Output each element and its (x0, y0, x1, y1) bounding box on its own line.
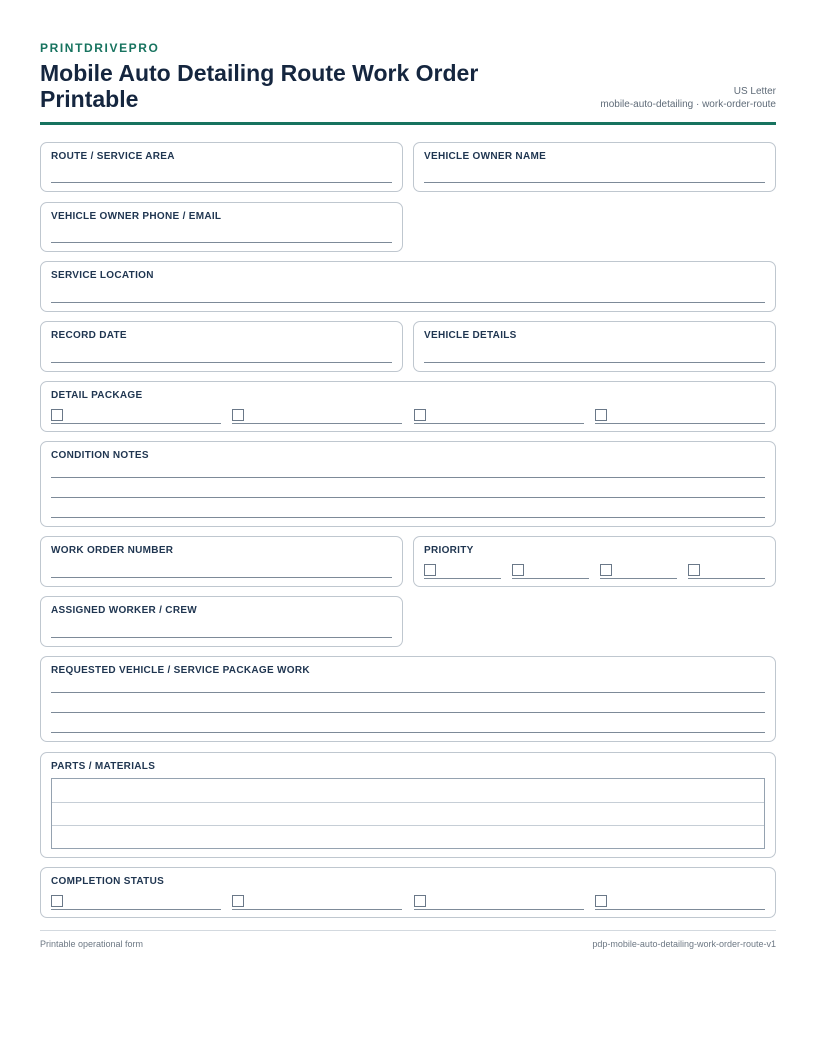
table-row-divider (52, 802, 764, 803)
checkbox[interactable] (414, 409, 426, 421)
work-order-number-label: WORK ORDER NUMBER (51, 545, 174, 556)
footer-note: Printable operational form (40, 939, 144, 949)
checkbox[interactable] (232, 409, 244, 421)
requested-work-field[interactable] (40, 656, 776, 742)
requested-work-label: REQUESTED VEHICLE / SERVICE PACKAGE WORK (51, 665, 310, 676)
detail-package-option-4[interactable] (595, 408, 765, 424)
work-order-number-field[interactable] (40, 536, 403, 587)
completion-status-label: COMPLETION STATUS (51, 876, 165, 887)
checkbox[interactable] (424, 564, 436, 576)
completion-status-option-3[interactable] (414, 894, 584, 910)
detail-package-field (40, 381, 776, 432)
record-date-line[interactable] (51, 362, 392, 363)
document-meta (600, 85, 776, 111)
detail-package-option-3[interactable] (414, 408, 584, 424)
route-service-area-field[interactable] (40, 142, 403, 192)
table-row-divider (52, 825, 764, 826)
vehicle-owner-contact-label: VEHICLE OWNER PHONE / EMAIL (51, 211, 222, 222)
service-location-field[interactable] (40, 261, 776, 312)
vehicle-details-label: VEHICLE DETAILS (424, 330, 517, 341)
record-date-label: RECORD DATE (51, 330, 127, 341)
condition-notes-line-3[interactable] (51, 517, 765, 518)
requested-work-line-1[interactable] (51, 692, 765, 693)
priority-option-1[interactable] (424, 563, 501, 579)
route-service-area-label: ROUTE / SERVICE AREA (51, 151, 175, 162)
parts-materials-label: PARTS / MATERIALS (51, 761, 156, 772)
priority-option-3[interactable] (600, 563, 677, 579)
footer-form-id: pdp-mobile-auto-detailing-work-order-route-v1 (592, 939, 776, 949)
vehicle-owner-contact-field[interactable] (40, 202, 403, 252)
vehicle-owner-name-label: VEHICLE OWNER NAME (424, 151, 547, 162)
detail-package-option-2[interactable] (232, 408, 402, 424)
parts-materials-table[interactable] (51, 778, 765, 849)
footer-rule (40, 930, 776, 931)
service-location-line[interactable] (51, 302, 765, 303)
completion-status-option-2[interactable] (232, 894, 402, 910)
checkbox[interactable] (414, 895, 426, 907)
condition-notes-field[interactable] (40, 441, 776, 527)
priority-field (413, 536, 776, 587)
record-date-field[interactable] (40, 321, 403, 372)
document-slug: mobile-auto-detailing · work-order-route (600, 99, 776, 110)
vehicle-owner-name-line[interactable] (424, 182, 765, 183)
page-title: Mobile Auto Detailing Route Work Order Printable (40, 60, 479, 112)
requested-work-line-2[interactable] (51, 712, 765, 713)
parts-materials-field (40, 752, 776, 858)
service-location-label: SERVICE LOCATION (51, 270, 154, 281)
condition-notes-line-2[interactable] (51, 497, 765, 498)
checkbox[interactable] (595, 895, 607, 907)
route-service-area-line[interactable] (51, 182, 392, 183)
detail-package-label: DETAIL PACKAGE (51, 390, 143, 401)
checkbox[interactable] (595, 409, 607, 421)
brand-name: PRINTDRIVEPRO (40, 41, 160, 55)
condition-notes-label: CONDITION NOTES (51, 450, 149, 461)
paper-size: US Letter (733, 86, 776, 97)
detail-package-option-1[interactable] (51, 408, 221, 424)
checkbox[interactable] (51, 409, 63, 421)
checkbox[interactable] (51, 895, 63, 907)
completion-status-field (40, 867, 776, 918)
vehicle-details-line[interactable] (424, 362, 765, 363)
completion-status-option-4[interactable] (595, 894, 765, 910)
priority-option-2[interactable] (512, 563, 589, 579)
vehicle-owner-name-field[interactable] (413, 142, 776, 192)
priority-label: PRIORITY (424, 545, 474, 556)
completion-status-option-1[interactable] (51, 894, 221, 910)
checkbox[interactable] (232, 895, 244, 907)
checkbox[interactable] (512, 564, 524, 576)
vehicle-owner-contact-line[interactable] (51, 242, 392, 243)
work-order-number-line[interactable] (51, 577, 392, 578)
vehicle-details-field[interactable] (413, 321, 776, 372)
assigned-worker-label: ASSIGNED WORKER / CREW (51, 605, 198, 616)
priority-option-4[interactable] (688, 563, 765, 579)
assigned-worker-field[interactable] (40, 596, 403, 647)
requested-work-line-3[interactable] (51, 732, 765, 733)
checkbox[interactable] (600, 564, 612, 576)
checkbox[interactable] (688, 564, 700, 576)
condition-notes-line-1[interactable] (51, 477, 765, 478)
assigned-worker-line[interactable] (51, 637, 392, 638)
header-rule (40, 122, 776, 125)
